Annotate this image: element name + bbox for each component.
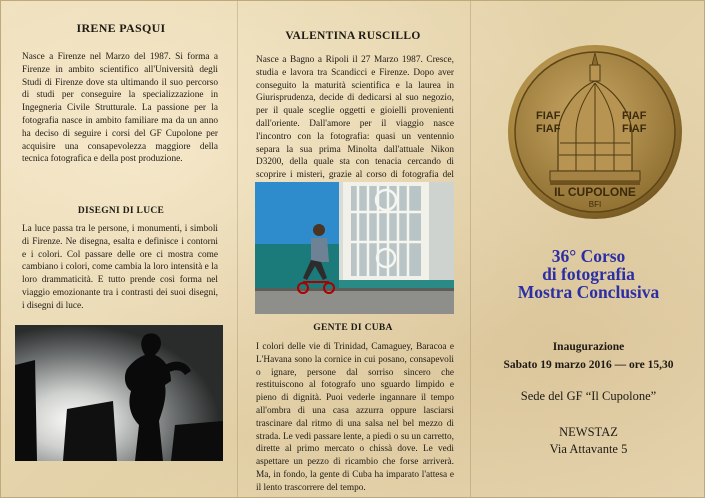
venue-name: Sede del GF “Il Cupolone”	[520, 389, 657, 403]
photo-silhouette-statue	[15, 325, 223, 461]
bio-valentina: Nasce a Bagno a Ripoli il 27 Marzo 1987. Cresce, studia e lavora tra Scandicci e Firenze. Dopo aver conseguito la maturità scientifica e la laurea in Giurisprudenza, decide di dedicarsi al suo negozio, per il quale sceglie oggetti e gioielli provenienti dall'oriente. Dall'amore per il viaggio nasce l'incontro con la fotografia: quasi un ventennio separa la sua prima Minolta dall'attuale Nikon D3200, della quale sta con tenacia cercando di scoprire i misteri, grazie al corso di fotografia del	[256, 55, 454, 181]
medal-sublabel: BFI	[588, 200, 602, 209]
photo-cuba-street	[255, 182, 454, 314]
inauguration-label: Inaugurazione	[552, 341, 625, 353]
medal-fiaf-left-1: FIAF	[536, 110, 561, 122]
title-line-3: Mostra Conclusiva	[517, 282, 660, 302]
heading-disegni-di-luce: DISEGNI DI LUCE	[77, 206, 165, 216]
heading-gente-di-cuba: GENTE DI CUBA	[313, 323, 393, 333]
title-line-2: di fotografia	[542, 264, 635, 284]
medal-label: IL CUPOLONE	[554, 185, 636, 199]
place-name: NEWSTAZ	[559, 425, 618, 439]
cupolone-medal-logo	[506, 43, 684, 221]
medal-fiaf-right-2: FIAF	[622, 123, 647, 135]
bio-irene: Nasce a Firenze nel Marzo del 1987. Si forma a Firenze in ambito scientifico all'Università degli Studi di Firenze dove sta ultimando il suo percorso di studi per conseguire la specializzazione in Ingegneria Civile Strutturale. La passione per la fotografia nasce in ambito familiare ma da un anno ha deciso di seguire i corsi del GF Cupolone per acquisire una consapevolezza maggiore della tecnica fotografica e della post produzione.	[22, 52, 218, 165]
heading-irene-pasqui: IRENE PASQUI	[76, 21, 166, 35]
medal-fiaf-left-2: FIAF	[536, 123, 561, 135]
medal-fiaf-right-1: FIAF	[622, 110, 647, 122]
text-gente-di-cuba: I colori delle vie di Trinidad, Camaguey, Baracoa e L'Havana sono la cornice in cui posano, consapevoli o ignare, persone dal sorriso sincero che restituiscono al fotografo uno sguardo limpido e pieno di dignità. Puoi vederle ingannare il tempo all'ombra di una casa azzurra oppure lasciarsi trascinare dal ritmo di una salsa nel bel mezzo di strada. Le vedi passare lente, a piedi o su un carretto, dirette al primo mercato o chissà dove. Le vedi aspettare un pezzo di ricambio che forse arriverà. Ma, in fondo, la gente di Cuba ha imparato l'attesa e il lento trascorrere del tempo.	[256, 342, 454, 493]
text-disegni-di-luce: La luce passa tra le persone, i monumenti, i simboli di Firenze. Ne disegna, esalta e definisce i contorni e i colori. Col passare delle ore ci mostra come cambiano i colori, come cambia la loro intensità e la loro drammaticità. E tutto prende così forma nel viaggio emozionante tra i contrasti dei suoi disegni, i disegni di luce.	[22, 224, 218, 311]
inauguration-date: Sabato 19 marzo 2016 — ore 15,30	[503, 359, 674, 371]
fold-line-left	[237, 1, 238, 497]
course-title	[471, 247, 705, 301]
heading-valentina-ruscillo: VALENTINA RUSCILLO	[285, 30, 421, 42]
address: Via Attavante 5	[549, 442, 628, 456]
title-line-1: 36° Corso	[551, 246, 626, 266]
